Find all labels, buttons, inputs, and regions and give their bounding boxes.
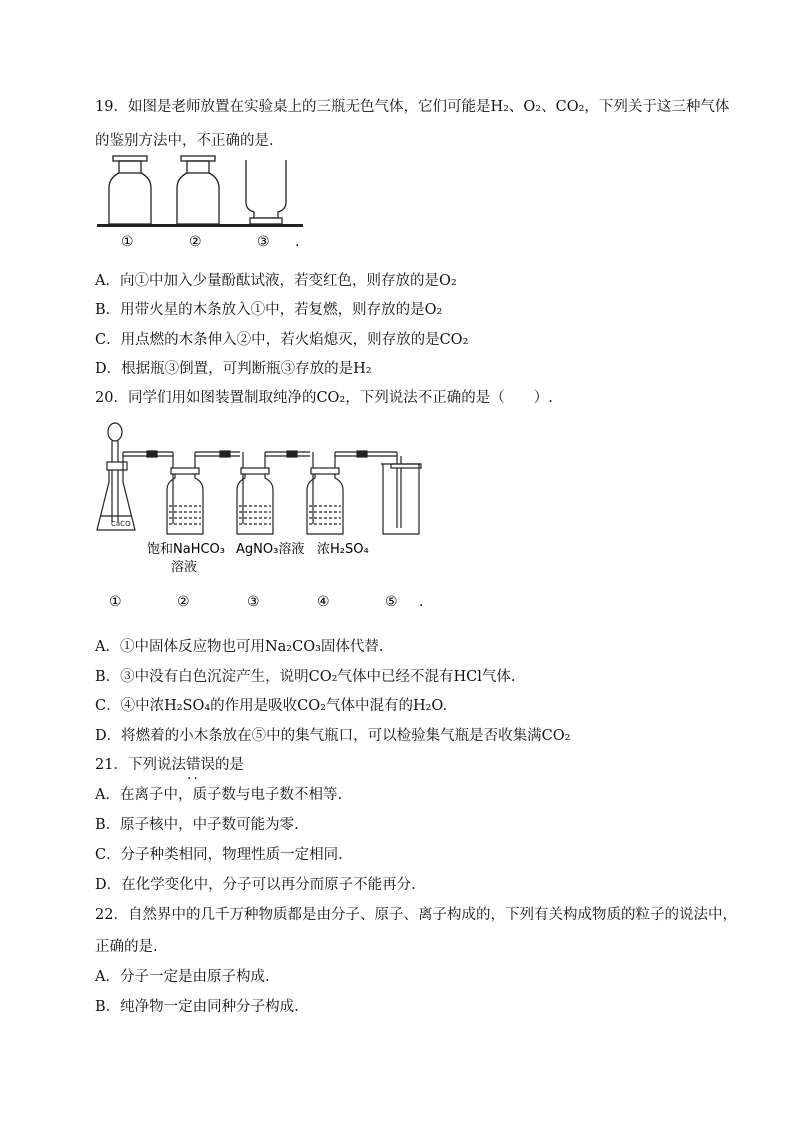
q22-stem-line2: 正确的是. (95, 939, 158, 955)
q20-option-a: A．①中固体反应物也可用Na₂CO₃固体代替. (95, 639, 384, 655)
figure-period: . (295, 234, 300, 250)
q20-option-d: D．将燃着的小木条放在⑤中的集气瓶口，可以检验集气瓶是否收集满CO₂ (95, 728, 571, 744)
q19-option-c: C．用点燃的木条伸入②中，若火焰熄灭，则存放的是CO₂ (95, 332, 469, 348)
reagent-label-agno3: AgNO₃溶液 (236, 542, 305, 557)
q19-bottles-figure (95, 152, 305, 252)
q19-stem-line2: 的鉴别方法中，不正确的是. (95, 133, 274, 149)
bottle-1 (109, 156, 151, 224)
q22-stem-line1: 22．自然界中的几千万种物质都是由分子、原子、离子构成的，下列有关构成物质的粒子的说法中， (95, 907, 737, 923)
q19-option-a: A．向①中加入少量酚酞试液，若变红色，则存放的是O₂ (95, 273, 457, 289)
q22-option-a: A．分子一定是由原子构成. (95, 969, 270, 985)
q19-stem-line1: 19．如图是老师放置在实验桌上的三瓶无色气体，它们可能是H₂、O₂、CO₂，下列关于这三种气体 (95, 99, 730, 115)
reaction-flask (97, 423, 135, 530)
q21-option-a: A．在离子中，质子数与电子数不相等. (95, 787, 343, 803)
wash-bottle-3 (237, 452, 273, 534)
q19-option-b: B．用带火星的木条放入①中，若复燃，则存放的是O₂ (95, 302, 443, 318)
reagent-label-nahco3: 饱和NaHCO₃ (147, 542, 225, 557)
reagent-label-h2so4: 浓H₂SO₄ (317, 542, 369, 557)
q21-stem-prefix: 21．下列说法 (95, 757, 186, 773)
q20-option-c: C．④中浓H₂SO₄的作用是吸收CO₂气体中混有的H₂O. (95, 698, 448, 714)
q19-option-d: D．根据瓶③倒置，可判断瓶③存放的是H₂ (95, 361, 372, 377)
wash-bottle-4 (307, 452, 343, 534)
bottle-label-2: ② (189, 234, 202, 250)
q20-stem: 20．同学们用如图装置制取纯净的CO₂，下列说法不正确的是（ ）. (95, 390, 553, 406)
gas-collecting-bottle-5 (381, 452, 421, 534)
q21-stem-suffix: 的是 (214, 757, 244, 773)
reagent-label-solution: 溶液 (171, 560, 198, 575)
apparatus-figure-period: . (419, 594, 424, 610)
table-surface (97, 224, 303, 227)
bottle-2 (177, 156, 219, 224)
bottle-label-1: ① (121, 234, 134, 250)
q21-option-b: B．原子核中，中子数可能为零. (95, 817, 299, 833)
q21-stem-emphasis: 错误 ·· (186, 757, 215, 773)
bottle-3-inverted (246, 160, 286, 224)
q21-option-d: D．在化学变化中，分子可以再分而原子不能再分. (95, 877, 416, 893)
wash-bottle-2 (167, 452, 203, 534)
co2-apparatus-diagram (95, 412, 435, 617)
apparatus-label-1: ① (109, 594, 122, 610)
bottle-label-3: ③ (257, 234, 270, 250)
svg-text:CaCO: CaCO (111, 520, 131, 528)
apparatus-label-3: ③ (247, 594, 260, 610)
apparatus-label-5: ⑤ (385, 594, 398, 610)
gas-bottles-diagram (95, 152, 305, 252)
q22-option-b: B．纯净物一定由同种分子构成. (95, 999, 299, 1015)
q21-stem (95, 755, 244, 775)
q21-option-c: C．分子种类相同，物理性质一定相同. (95, 847, 343, 863)
apparatus-label-4: ④ (317, 594, 330, 610)
q20-option-b: B．③中没有白色沉淀产生，说明CO₂气体中已经不混有HCl气体. (95, 669, 516, 685)
apparatus-label-2: ② (177, 594, 190, 610)
q20-apparatus-figure (95, 412, 435, 617)
